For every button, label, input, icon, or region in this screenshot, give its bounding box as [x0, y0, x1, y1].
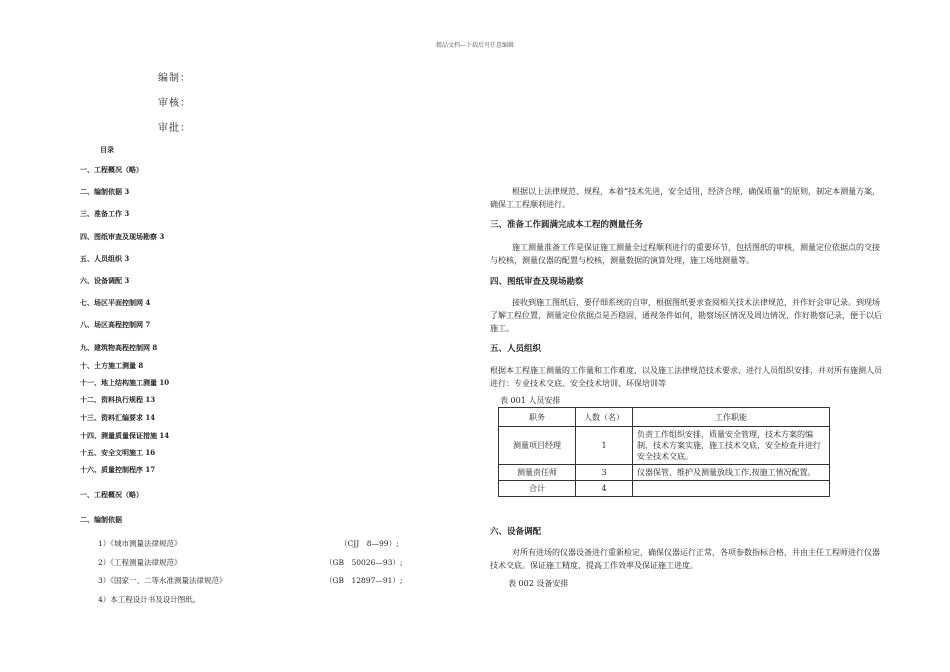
- toc-item: 十二、资料执行规程 13: [80, 395, 156, 404]
- reference-code: （GB 50026—93）;: [325, 558, 403, 567]
- toc-title: 目录: [100, 145, 114, 154]
- toc-item: 十一、地上结构施工测量 10: [80, 378, 170, 387]
- table-header: 工作职能: [633, 408, 830, 427]
- table-cell: 负责工作组织安排，质量安全管理，技术方案的编制，技术方案实施，施工技术交底，安全检查并进行安全技术交底。: [633, 427, 830, 465]
- toc-item: 十六、质量控制程序 17: [80, 465, 156, 474]
- reference-name: 4）本工程设计书及设计图纸。: [98, 595, 201, 604]
- toc-item: 二、编制依据 3: [80, 187, 130, 196]
- table-cell: 测量项目经理: [499, 427, 576, 465]
- section-heading: 五、人员组织: [490, 344, 542, 354]
- table-header: 人数（名）: [576, 408, 633, 427]
- section-heading: 二、编制依据: [80, 515, 122, 524]
- paragraph: 施工测量准备工作是保证施工测量全过程顺利进行的重要环节，包括图纸的审核，测量定位依据点的交接与校核，测量仪器的配置与校核，测量数据的演算处理，施工场地测量等。: [490, 243, 880, 265]
- signature-reviewed: 审核：: [158, 98, 191, 109]
- table-cell: 1: [576, 427, 633, 465]
- toc-item: 三、准备工作 3: [80, 209, 130, 218]
- table-cell: 3: [576, 465, 633, 481]
- reference-name: 1）《城市测量法律规范》: [98, 539, 182, 548]
- reference-name: 3）《国家一、二等水准测量法律规范》: [98, 576, 227, 585]
- toc-item: 十三、资料汇编要求 14: [80, 413, 156, 422]
- table-row: [499, 481, 830, 497]
- signature-approved: 审批：: [158, 123, 191, 134]
- toc-item: 四、图纸审查及现场勘察 3: [80, 232, 165, 241]
- table-caption: 表 002 设备安排: [508, 579, 569, 588]
- toc-item: 八、场区高程控制网 7: [80, 320, 151, 329]
- table-cell: 测量责任师: [499, 465, 576, 481]
- section-heading: 六、设备调配: [490, 527, 542, 537]
- table-row: [499, 465, 830, 481]
- table-cell: [633, 481, 830, 497]
- paragraph: 对所有进场的仪器设备进行重新检定，确保仪器运行正常，各项参数指标合格，并由主任工程师进行仪器技术交底。保证施工精度，提高工作效率及保证施工进度。: [490, 548, 880, 570]
- reference-name: 2）《工程测量法律规范》: [98, 558, 182, 567]
- toc-item: 五、人员组织 3: [80, 254, 130, 263]
- signature-compiled: 编制：: [158, 73, 191, 84]
- paragraph: 根据本工程施工测量的工作量和工作难度，以及施工法律规范技术要求，进行人员组织安排，并对所有施测人员进行：专业技术交底、安全技术培训、环保培训等: [490, 366, 882, 388]
- section-heading: 三、准备工作圆满完成本工程的测量任务: [490, 220, 644, 230]
- table-cell: 4: [576, 481, 633, 497]
- reference-code: （GB 12897—91）;: [325, 576, 403, 585]
- reference-code: （CJJ 8—99）;: [340, 539, 399, 548]
- toc-item: 六、设备调配 3: [80, 276, 130, 285]
- toc-item: 十五、安全文明施工 16: [80, 448, 156, 457]
- table-cell: 合计: [499, 481, 576, 497]
- table-caption: 表 001 人员安排: [500, 396, 561, 405]
- paragraph: 接收到施工图纸后，要仔细系统的自审，根据图纸要求查阅相关技术法律规范，并作好会审记录。到现场了解工程位置，测量定位依据点是否稳固，通视条件如何，勘察场区情况及周边情况，作好勘察记录，便于以后施工。: [490, 298, 882, 333]
- page-header: 精品文档---下载后可任意编辑: [435, 42, 515, 49]
- staff-table: [498, 407, 830, 497]
- toc-item: 七、场区平面控制网 4: [80, 298, 151, 307]
- section-heading: 四、图纸审查及现场勘察: [490, 277, 584, 287]
- table-header-row: [499, 408, 830, 427]
- toc-item: 一、工程概况（略）: [80, 165, 143, 174]
- intro-paragraph: 根据以上法律规范、规程，本着“技术先进，安全适用，经济合理，确保质量”的原则，制定本测量方案，确保工工程顺利进行。: [490, 187, 881, 209]
- table-cell: 仪器保管、维护及测量放线工作,按施工情况配置。: [633, 465, 830, 481]
- table-row: [499, 427, 830, 465]
- toc-item: 九、建筑物高程控制网 8: [80, 343, 158, 352]
- section-heading: 一、工程概况（略）: [80, 490, 143, 499]
- toc-item: 十、土方施工测量 8: [80, 361, 144, 370]
- table-header: 职务: [499, 408, 576, 427]
- toc-item: 十四、测量质量保证措施 14: [80, 431, 170, 440]
